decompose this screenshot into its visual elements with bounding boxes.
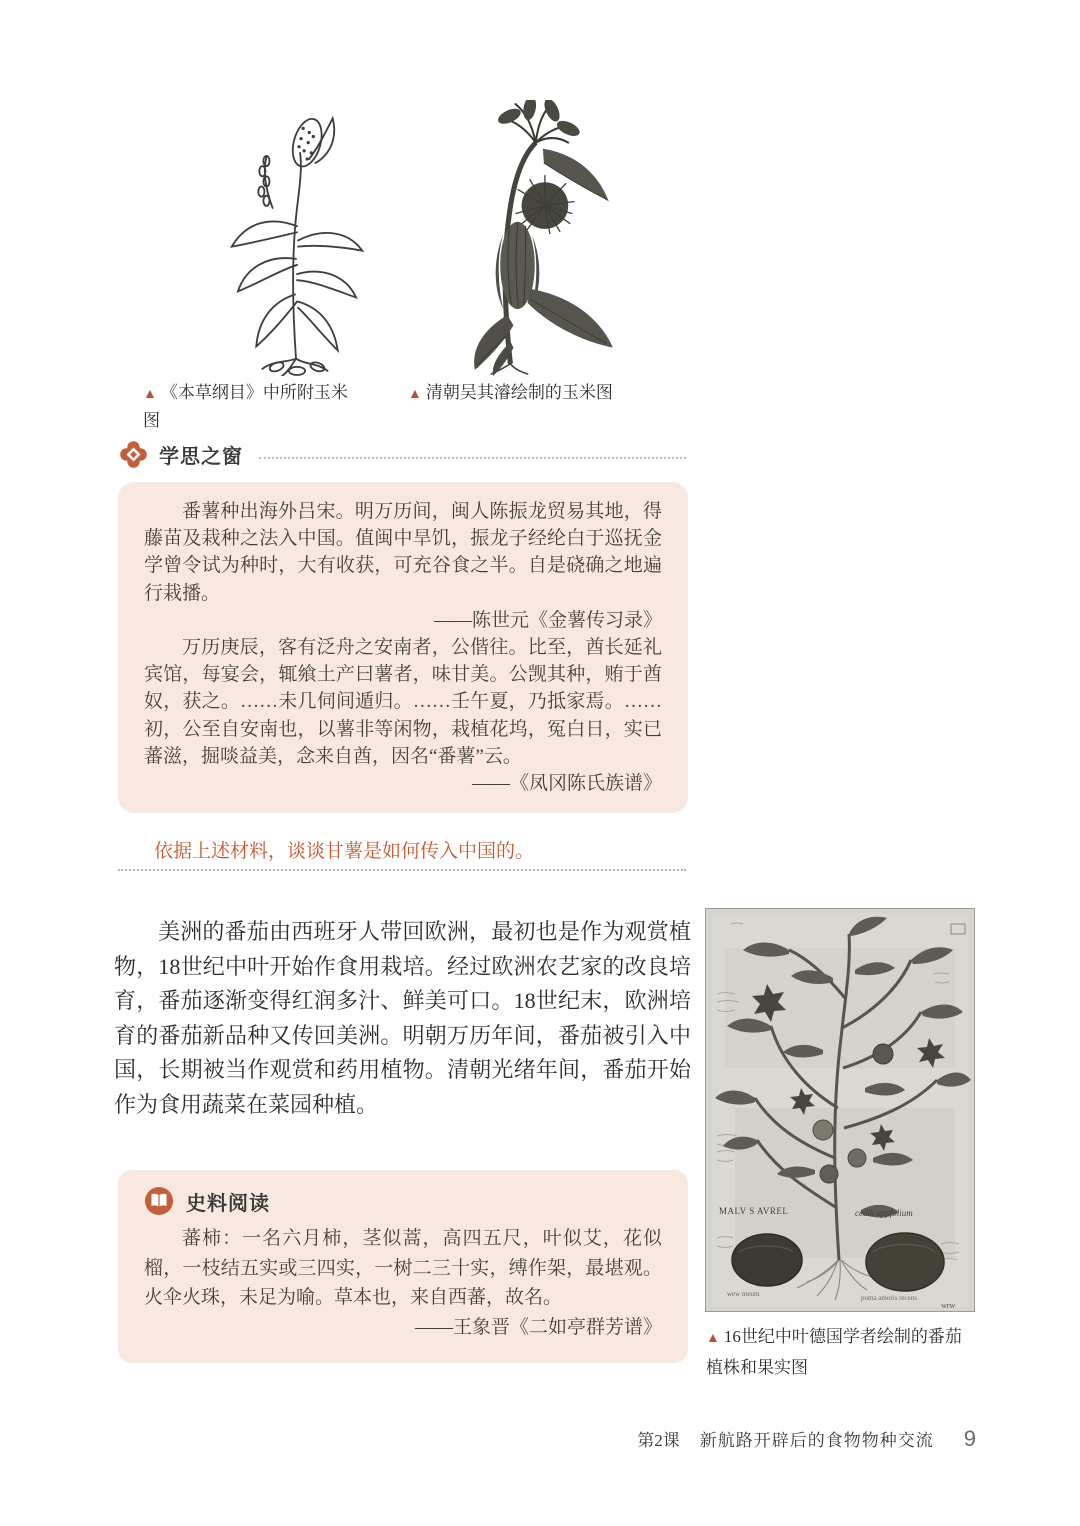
tomato-quote-text: 蕃柿：一名六月柿，茎似蒿，高四五尺，叶似艾，花似榴，一枝结五实或三四实，一树二三十实，缚作架，最堪观。火伞火珠，未足为喻。草本也，来自西蕃，故名。 [144,1228,662,1308]
svg-text:poma amoris recens: poma amoris recens [861,1294,917,1302]
maize-line-drawing [196,106,396,376]
page-footer [637,1426,976,1452]
header-dotted-line [259,455,686,459]
triangle-marker-icon: ▲ [706,1331,720,1346]
svg-text:wrw: wrw [941,1301,956,1310]
maize-shaded-drawing [415,100,620,376]
xuesi-quote-box [118,482,688,813]
footer-chapter-title: 新航路开辟后的食物物种交流 [699,1431,934,1450]
xuesi-window-header [120,440,686,469]
tomato-history-paragraph: 美洲的番茄由西班牙人带回欧洲，最初也是作为观赏植物，18世纪中叶开始作食用栽培。经过欧洲农艺家的改良培育，番茄逐渐变得红润多汁、鲜美可口。18世纪末，欧洲培育的番茄新品种又传回美洲。明朝万历年间，番茄被引入中国，长期被当作观赏和药用植物。清朝光绪年间，番茄开始作为食用蔬菜在菜园种植。 [114,919,691,1117]
xuesi-window-title: 学思之窗 [159,446,243,468]
caption-maize-right [408,380,633,408]
footer-lesson-number: 第2课 [637,1431,680,1450]
caption-maize-left-text: 《本草纲目》中所附玉米图 [143,383,348,430]
xuesi-question: 依据上述材料，谈谈甘薯是如何传入中国的。 [154,841,535,862]
svg-text:cedik appfolium: cedik appfolium [855,1208,913,1218]
coin-flower-icon [120,441,147,468]
caption-tomato [706,1322,978,1382]
maize-wuqijun-illustration [415,100,620,376]
triangle-marker-icon: ▲ [143,387,157,402]
footer-page-number: 9 [963,1426,976,1451]
sweet-potato-quote-2: 万历庚辰，客有泛舟之安南者，公偕往。比至，酋长延礼宾馆，每宴会，辄飨土产曰薯者，味甘美。公觊其种，贿于酋奴，获之。……未几伺间遁归。……壬午夏，乃抵家焉。……初，公至自安南也，以薯非等闲物，栽植花坞，冤白日，实已蕃滋，掘啖益美，念来自酋，因名“番薯”云。 [144,637,662,767]
svg-text:MALV S AVREL: MALV S AVREL [719,1206,789,1216]
svg-text:wew meum: wew meum [727,1290,760,1298]
maize-bencao-illustration [196,106,396,376]
tomato-quote-source: ——王象晋《二如亭群芳谱》 [414,1316,662,1338]
shiliao-title: 史料阅读 [186,1192,270,1215]
tomato-botanical-illustration [705,908,975,1312]
shiliao-reading-box [118,1170,688,1363]
caption-tomato-text: 16世纪中叶德国学者绘制的番茄植株和果实图 [706,1327,962,1377]
sweet-potato-quote-1: 番薯种出海外吕宋。明万历间，闽人陈振龙贸易其地，得藤苗及栽种之法入中国。值闽中旱饥，振龙子经纶白于巡抚金学曾令试为种时，大有收获，可充谷食之半。自是硗确之地遍行栽播。 [144,501,662,604]
caption-maize-left [143,380,353,434]
quote-1-source: ——陈世元《金薯传习录》 [433,609,662,631]
section-separator-line [118,869,686,871]
open-book-icon [144,1186,174,1216]
shiliao-header [144,1186,662,1216]
tomato-plate-drawing [705,908,975,1312]
quote-2-source: ——《凤冈陈氏族谱》 [471,773,662,795]
triangle-marker-icon: ▲ [408,387,422,402]
caption-maize-right-text: 清朝吴其濬绘制的玉米图 [425,383,613,402]
